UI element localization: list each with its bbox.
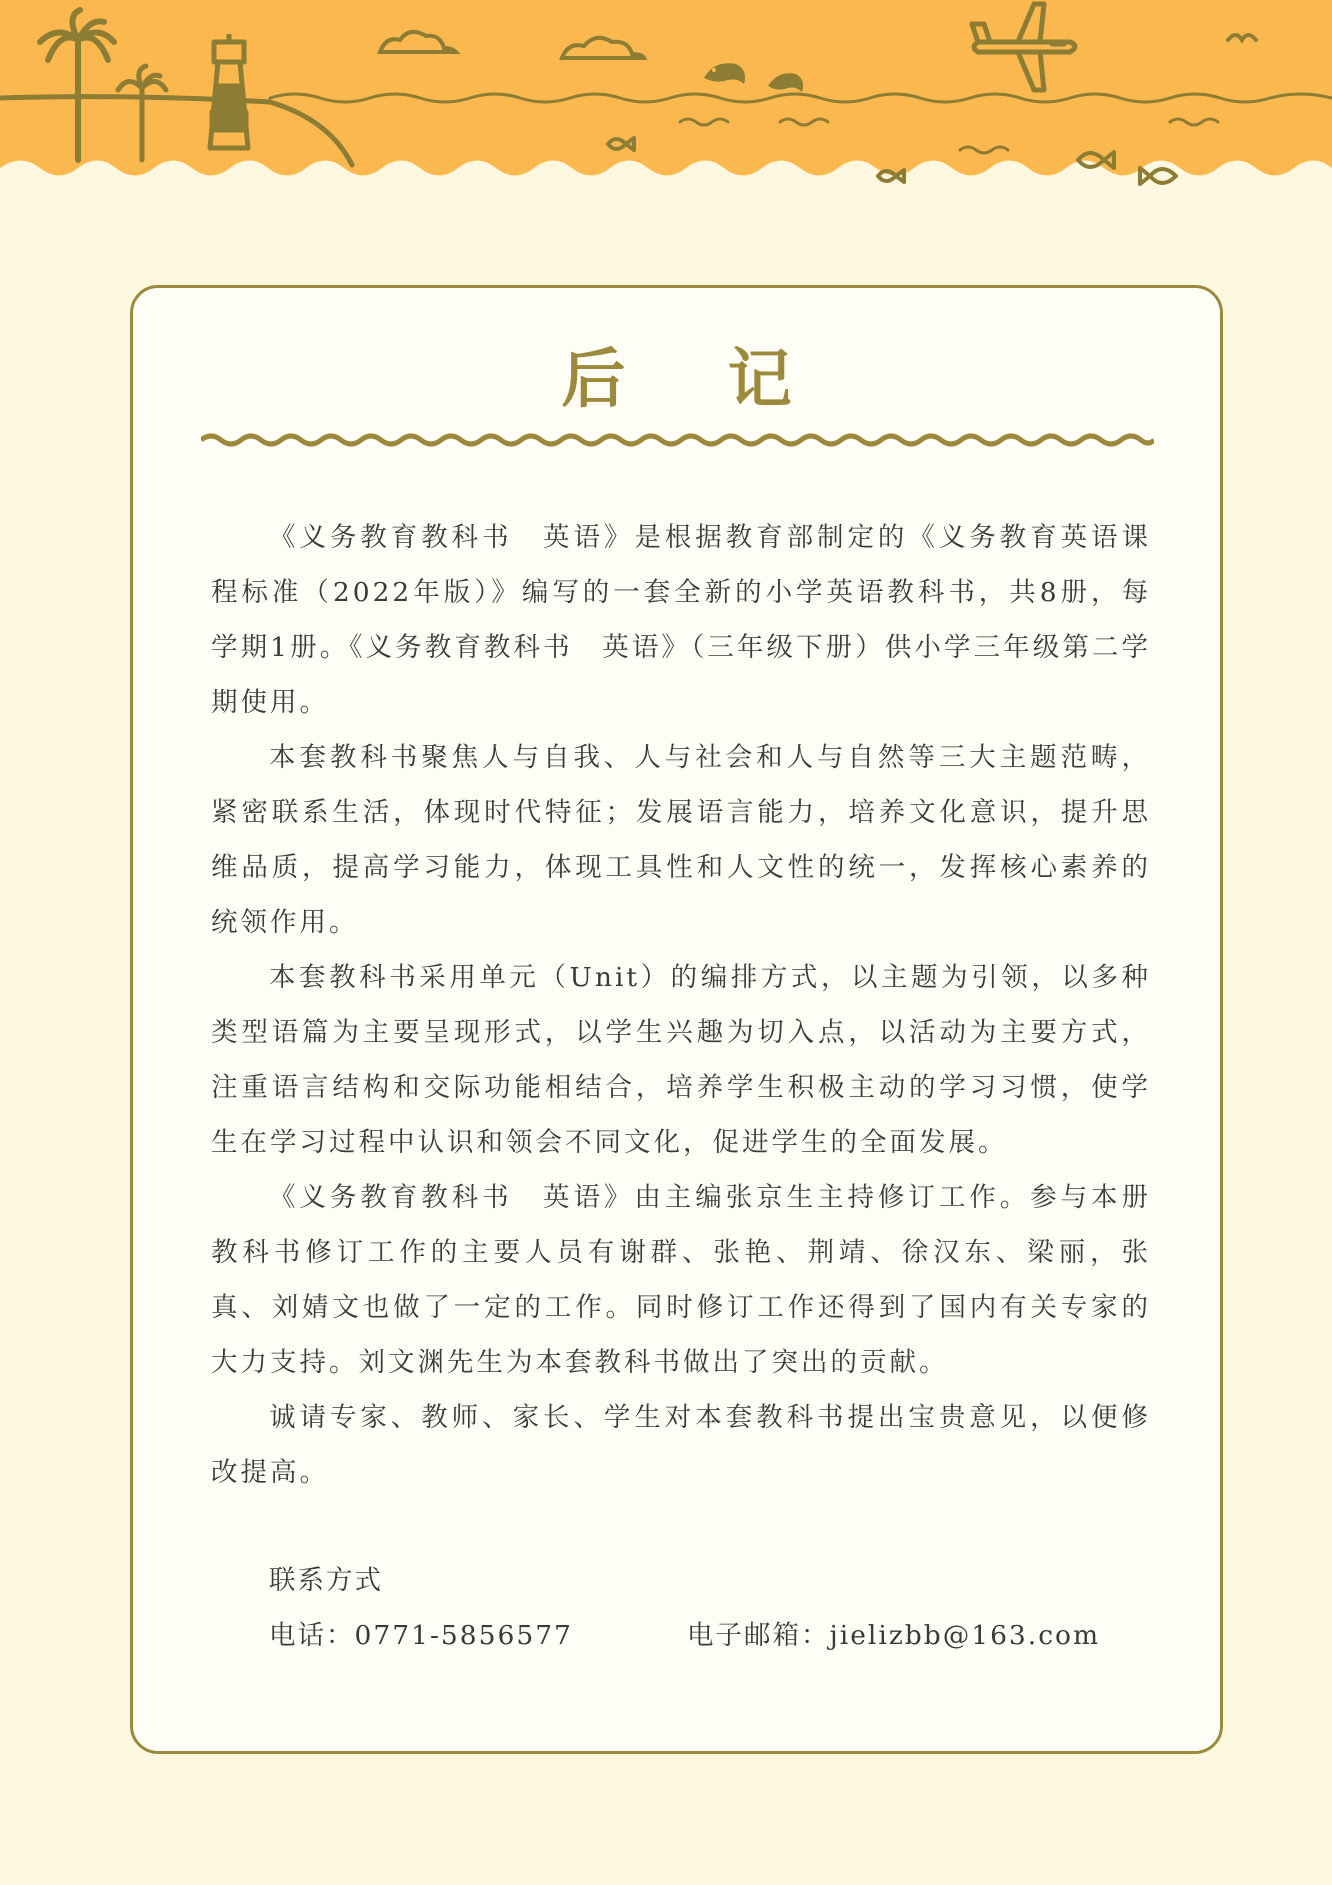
email-address[interactable]: 电子邮箱：jielizbb@163.com [687,1620,1101,1651]
paragraph: 本套教科书聚焦人与自我、人与社会和人与自然等三大主题范畴，紧密联系生活，体现时代特征；发展语言能力，培养文化意识，提升思维品质，提高学习能力，体现工具性和人文性的统一，发挥核心素养的统领作用。 [211,742,1151,938]
afterword-body [211,510,1151,1500]
page-title: 后 记 [561,342,832,417]
afterword-card [130,285,1223,1754]
phone-number: 电话：0771-5856577 [269,1620,573,1651]
contact-heading: 联系方式 [269,1565,383,1596]
paragraph: 诚请专家、教师、家长、学生对本套教科书提出宝贵意见，以便修改提高。 [211,1402,1151,1488]
title-divider [201,430,1154,450]
paragraph: 《义务教育教科书 英语》是根据教育部制定的《义务教育英语课程标准（2022年版）》编写的一套全新的小学英语教科书，共8册，每学期1册。《义务教育教科书 英语》（三年级下册）供小学三年级第二学期使用。 [211,522,1151,718]
paragraph: 《义务教育教科书 英语》由主编张京生主持修订工作。参与本册教科书修订工作的主要人员有谢群、张艳、荆靖、徐汉东、梁丽，张真、刘婧文也做了一定的工作。同时修订工作还得到了国内有关专家的大力支持。刘文渊先生为本套教科书做出了突出的贡献。 [211,1182,1151,1378]
paragraph: 本套教科书采用单元（Unit）的编排方式，以主题为引领，以多种类型语篇为主要呈现形式，以学生兴趣为切入点，以活动为主要方式，注重语言结构和交际功能相结合，培养学生积极主动的学习习惯，使学生在学习过程中认识和领会不同文化，促进学生的全面发展。 [211,962,1151,1158]
contact-line [269,1608,1100,1663]
contact-info [269,1553,1100,1663]
header-banner [0,0,1332,190]
